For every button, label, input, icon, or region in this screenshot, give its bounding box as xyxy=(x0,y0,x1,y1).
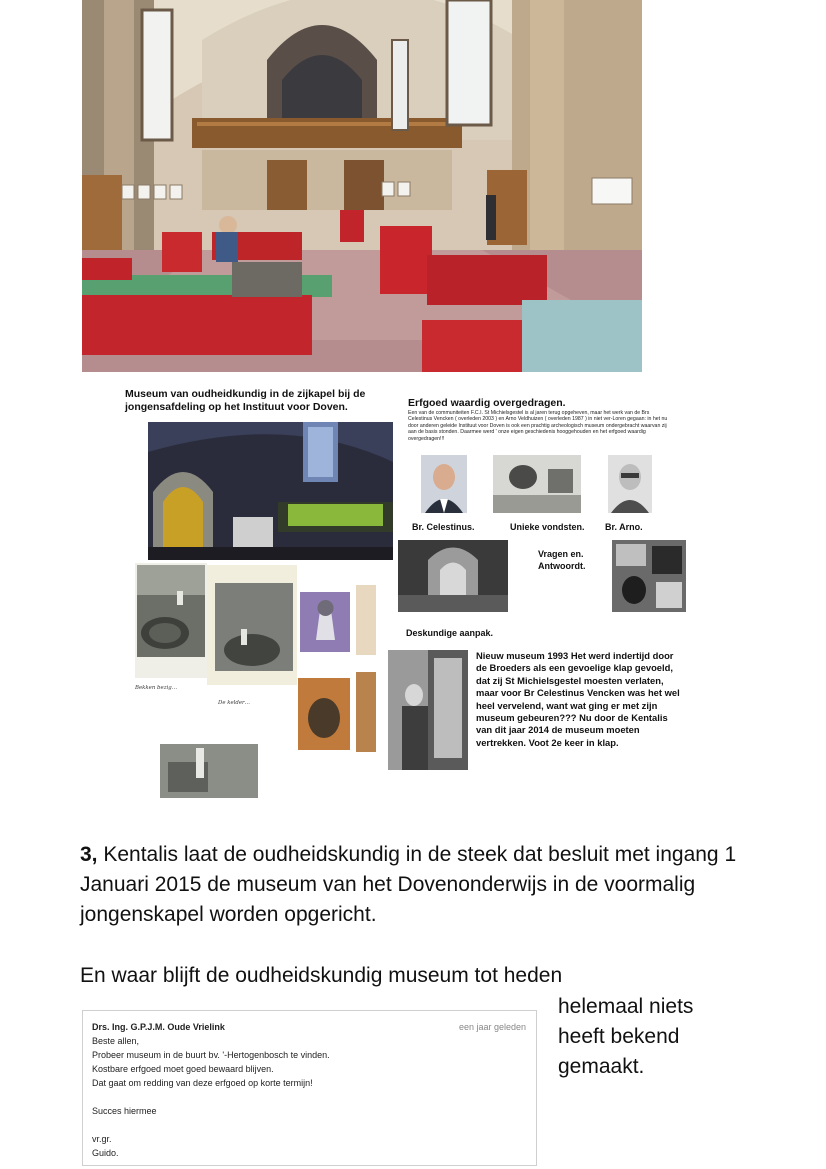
chapel-black-white-photo xyxy=(398,540,508,612)
caption-br-celestinus: Br. Celestinus. xyxy=(412,522,475,532)
questions-photo xyxy=(612,540,686,612)
side-line: heeft bekend xyxy=(558,1025,680,1048)
paragraph-text: Kentalis laat de oudheidskundig in de steek dat besluit met ingang 1 Januari 2015 de museum van het Dovenonderwijs in de voormalig jongenskapel worden opgericht. xyxy=(80,843,737,926)
artifact-photo-1 xyxy=(298,590,353,660)
comment-line: Kostbare erfgoed moet goed bewaard blijven. xyxy=(92,1064,274,1074)
unieke-vondsten-photo xyxy=(493,455,581,513)
paragraph-number: 3, xyxy=(80,843,98,866)
chapel-interior-photo xyxy=(82,0,642,372)
side-text xyxy=(558,992,758,1082)
museum-display-photo xyxy=(148,422,393,560)
comment-line: Guido. xyxy=(92,1148,119,1158)
caption-unieke-vondsten: Unieke vondsten. xyxy=(510,522,585,532)
main-paragraph xyxy=(80,840,740,930)
br-celestinus-portrait xyxy=(421,455,467,513)
comment-line: vr.gr. xyxy=(92,1134,112,1144)
artifact-photo-2 xyxy=(356,585,376,655)
museum-story-text: Nieuw museum 1993 Het werd indertijd door de Broeders als een gevoelige klap gevoeld, dat zij St Michielsgestel moesten verlaten, maar voor Br Celestinus Vencken was het wel heel vervelend, want wat ging er met zijn museum gebeuren??? Nu door de Kentalis van dit jaar 2014 de museum moeten vertrekken. Voot 2e keer in klap. xyxy=(476,650,680,748)
comment-line: Beste allen, xyxy=(92,1036,140,1046)
caption-deskundige: Deskundige aanpak. xyxy=(406,628,494,638)
left-collage-heading: Museum van oudheidkundig in de zijkapel bij de jongensafdeling op het Instituut voor Doven. xyxy=(125,388,366,413)
comment-line: Dat gaat om redding van deze erfgoed op korte termijn! xyxy=(92,1078,313,1088)
artifact-photo-3 xyxy=(298,678,350,750)
right-collage-heading: Erfgoed waardig overgedragen. xyxy=(408,397,566,409)
br-celestinus-museum-photo xyxy=(388,650,468,770)
comment-author[interactable]: Drs. Ing. G.P.J.M. Oude Vrielink xyxy=(92,1022,225,1032)
comment-line: Succes hiermee xyxy=(92,1106,157,1116)
handwritten-note-1: Bekken bezig… xyxy=(135,685,178,691)
comment-line: Probeer museum in de buurt bv. '-Hertogenbosch te vinden. xyxy=(92,1050,330,1060)
caption-vragen: Vragen en. Antwoordt. xyxy=(538,549,586,571)
handwritten-note-2: De kelder… xyxy=(218,700,251,706)
caption-br-arno: Br. Arno. xyxy=(605,522,643,532)
question-line: En waar blijft de oudheidskundig museum tot heden xyxy=(80,964,563,987)
comment-card xyxy=(82,1010,537,1166)
artifact-photo-4 xyxy=(356,672,376,752)
side-line: gemaakt. xyxy=(558,1055,645,1078)
side-line: helemaal niets xyxy=(558,995,694,1018)
br-arno-portrait xyxy=(608,455,652,513)
right-collage-intro: Een van de communiteiten F.C.I. St Michielsgestel is al jaren terug opgeheven, maar het werk van de Brs Celestinus Vencken ( overleden 2003 ) en Arno Veldhuizen ( overleden 1987 ) in niet ver-Loren gegaan: in het nu door anderen geleide Instituut voor Doven is ook een prachtig archeologisch museum ondergebracht waarvan zij aan de basis stonden. Daarmee werd ' onze eigen geschiedenis hooggehouden en het erfgoed waardig overgedragen!!! xyxy=(408,410,668,442)
excavation-photo-3 xyxy=(158,742,260,810)
excavation-photo-2 xyxy=(207,565,297,685)
excavation-photo-1 xyxy=(135,563,207,678)
comment-timestamp: een jaar geleden xyxy=(458,1022,526,1032)
